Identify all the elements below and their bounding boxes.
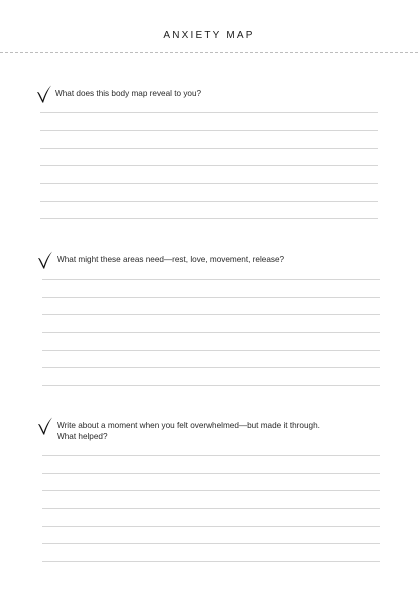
writing-line[interactable] xyxy=(42,508,380,509)
writing-line[interactable] xyxy=(42,526,380,527)
check-mark-icon xyxy=(37,416,53,436)
prompt-line-2: What helped? xyxy=(57,432,108,441)
writing-line[interactable] xyxy=(40,183,378,184)
writing-line[interactable] xyxy=(40,165,378,166)
writing-line[interactable] xyxy=(42,314,380,315)
prompt-text xyxy=(57,420,320,442)
writing-line[interactable] xyxy=(42,455,380,456)
writing-line[interactable] xyxy=(40,201,378,202)
writing-line[interactable] xyxy=(42,543,380,544)
check-mark-icon xyxy=(36,84,52,104)
prompt-text xyxy=(55,88,201,99)
writing-line[interactable] xyxy=(42,279,380,280)
page-title: ANXIETY MAP xyxy=(163,30,255,41)
writing-line[interactable] xyxy=(42,350,380,351)
writing-line[interactable] xyxy=(42,385,380,386)
prompt-text xyxy=(57,254,284,265)
writing-line[interactable] xyxy=(40,148,378,149)
writing-line[interactable] xyxy=(42,332,380,333)
writing-line[interactable] xyxy=(40,218,378,219)
writing-line[interactable] xyxy=(42,490,380,491)
writing-line[interactable] xyxy=(40,112,378,113)
writing-line[interactable] xyxy=(40,130,378,131)
writing-line[interactable] xyxy=(42,297,380,298)
writing-line[interactable] xyxy=(42,473,380,474)
writing-line[interactable] xyxy=(42,561,380,562)
writing-line[interactable] xyxy=(42,367,380,368)
prompt-line-1: What might these areas need—rest, love, movement, release? xyxy=(57,255,285,264)
header-divider xyxy=(0,52,418,53)
check-mark-icon xyxy=(37,250,53,270)
prompt-line-1: Write about a moment when you felt overwhelmed—but made it through. xyxy=(57,421,320,430)
prompt-line-1: What does this body map reveal to you? xyxy=(55,89,202,98)
